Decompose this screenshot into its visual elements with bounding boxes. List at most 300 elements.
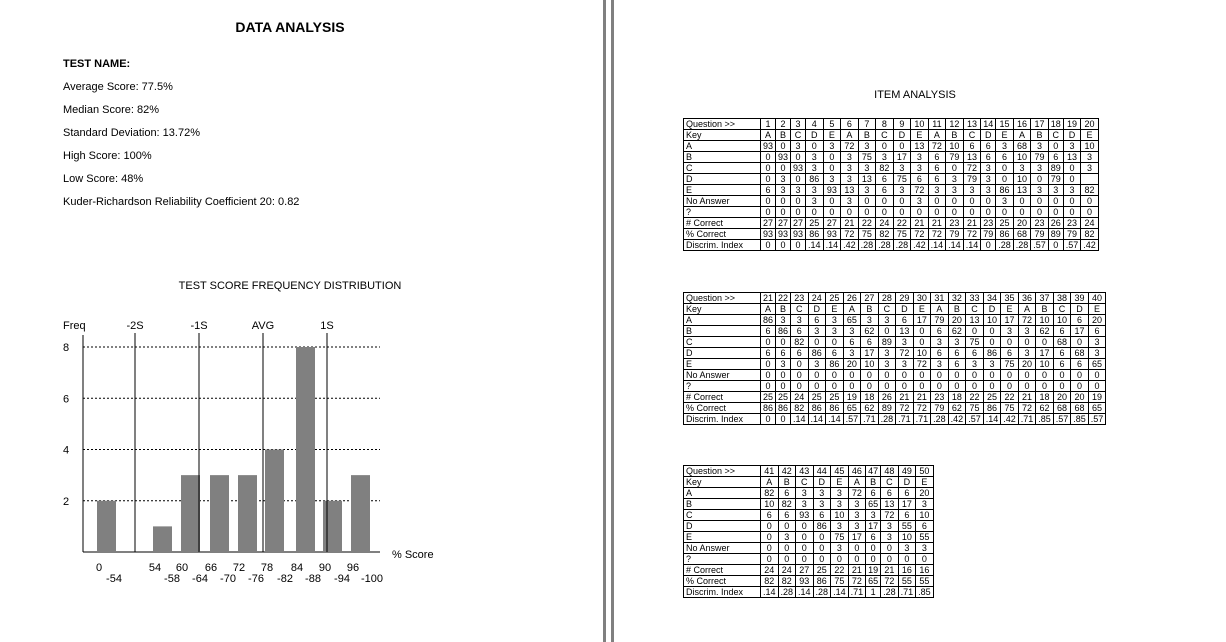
table-cell: 0 (878, 370, 896, 381)
table-cell: 3 (826, 326, 844, 337)
table-row (684, 304, 1106, 315)
row-label: C (684, 510, 761, 521)
table-cell: 13 (963, 152, 981, 163)
table-cell: 75 (831, 576, 849, 587)
table-cell: 6 (916, 521, 934, 532)
table-row (684, 381, 1106, 392)
table-cell: 0 (776, 141, 791, 152)
table-cell: 6 (1053, 348, 1071, 359)
table-cell: .14 (791, 414, 809, 425)
x-tick-label: 84 (290, 562, 304, 574)
table-cell: 0 (1088, 370, 1106, 381)
table-cell: .71 (1018, 414, 1036, 425)
table-cell: .57 (1063, 240, 1081, 251)
table-cell: 25 (826, 392, 844, 403)
table-cell: 0 (946, 163, 964, 174)
table-cell (1081, 174, 1099, 185)
table-cell: 6 (911, 174, 929, 185)
reference-label: 1S (320, 320, 334, 332)
reference-label: -1S (190, 320, 208, 332)
stat-std-dev: Standard Deviation: 13.72% (63, 127, 200, 139)
table-cell: 89 (878, 337, 896, 348)
table-cell: 3 (791, 141, 806, 152)
table-cell: 3 (858, 163, 876, 174)
table-cell: 86 (808, 403, 826, 414)
table-cell: 0 (893, 196, 911, 207)
table-cell: .85 (1036, 414, 1054, 425)
table-cell: 0 (1036, 370, 1054, 381)
table-cell: 24 (1081, 218, 1099, 229)
table-row (684, 587, 934, 598)
table-cell: 3 (823, 141, 841, 152)
table-cell: 3 (946, 185, 964, 196)
table-cell: 86 (826, 403, 844, 414)
table-cell: 0 (791, 207, 806, 218)
table-cell: 0 (1036, 381, 1054, 392)
table-cell: 72 (881, 510, 899, 521)
table-cell: 86 (983, 403, 1001, 414)
table-cell: 6 (881, 488, 899, 499)
table-cell: 0 (866, 543, 881, 554)
row-label: % Correct (684, 229, 761, 240)
table-cell: 55 (916, 576, 934, 587)
table-row (684, 348, 1106, 359)
table-cell: C (881, 477, 899, 488)
table-cell: 3 (948, 337, 966, 348)
table-cell: 72 (963, 229, 981, 240)
question-number: 11 (928, 119, 946, 130)
table-cell: 0 (1001, 337, 1019, 348)
table-cell: 6 (898, 488, 916, 499)
table-cell: 0 (791, 370, 809, 381)
table-cell: 0 (893, 141, 911, 152)
table-cell: 0 (776, 163, 791, 174)
table-cell: 3 (1088, 337, 1106, 348)
row-label: D (684, 521, 761, 532)
table-cell: .71 (896, 414, 914, 425)
row-label: % Correct (684, 403, 761, 414)
table-cell: 10 (1081, 141, 1099, 152)
table-cell: D (806, 130, 824, 141)
table-cell: 0 (1088, 381, 1106, 392)
table-cell: 68 (1013, 229, 1031, 240)
table-cell: C (876, 130, 894, 141)
table-cell: C (796, 477, 814, 488)
table-cell: 0 (776, 337, 791, 348)
row-label: B (684, 499, 761, 510)
table-cell: E (913, 304, 931, 315)
table-cell: 13 (911, 141, 929, 152)
table-row (684, 532, 934, 543)
table-header-row (684, 466, 934, 477)
question-number: 31 (931, 293, 949, 304)
bar (351, 475, 370, 552)
table-cell: .71 (861, 414, 879, 425)
table-cell: 65 (843, 315, 861, 326)
question-number: 12 (946, 119, 964, 130)
question-number: 6 (841, 119, 859, 130)
table-cell: A (843, 304, 861, 315)
table-cell: 10 (1053, 315, 1071, 326)
table-cell: 6 (1071, 359, 1089, 370)
table-cell: 62 (861, 403, 879, 414)
table-cell: 68 (1071, 348, 1089, 359)
table-cell: 79 (946, 152, 964, 163)
table-cell: 0 (841, 207, 859, 218)
table-cell: 6 (1071, 315, 1089, 326)
table-cell: 75 (831, 532, 849, 543)
table-cell: D (896, 304, 914, 315)
table-cell: 75 (893, 174, 911, 185)
table-cell: 3 (831, 521, 849, 532)
question-number: 5 (823, 119, 841, 130)
table-cell: 20 (1018, 359, 1036, 370)
table-cell: 72 (896, 348, 914, 359)
table-cell: 86 (806, 229, 824, 240)
table-cell: 21 (928, 218, 946, 229)
table-cell: 3 (841, 196, 859, 207)
stat-kr20: Kuder-Richardson Reliability Coefficient 20: 0.82 (63, 196, 300, 208)
table-cell: .14 (761, 587, 779, 598)
table-cell: 0 (761, 240, 776, 251)
x-tick-label: -82 (277, 573, 293, 585)
table-cell: 25 (806, 218, 824, 229)
table-cell: 6 (791, 326, 809, 337)
question-number: 18 (1048, 119, 1063, 130)
table-cell: 0 (913, 326, 931, 337)
table-cell: 82 (761, 576, 779, 587)
table-cell: 13 (1013, 185, 1031, 196)
question-number: 50 (916, 466, 934, 477)
row-label: D (684, 174, 761, 185)
x-tick-label: -58 (164, 573, 180, 585)
table-cell: 3 (1088, 348, 1106, 359)
row-label: A (684, 315, 761, 326)
table-cell: 3 (841, 163, 859, 174)
table-cell: 3 (896, 337, 914, 348)
stat-low: Low Score: 48% (63, 173, 144, 185)
table-row (684, 488, 934, 499)
table-cell: 0 (808, 381, 826, 392)
table-cell: 79 (1031, 152, 1049, 163)
table-cell: 79 (931, 315, 949, 326)
table-cell: .28 (931, 414, 949, 425)
table-cell: 72 (841, 141, 859, 152)
table-cell: B (861, 304, 879, 315)
table-cell: 0 (776, 414, 791, 425)
table-cell: 0 (776, 370, 791, 381)
row-label: Question >> (684, 466, 761, 477)
table-cell: 75 (858, 152, 876, 163)
table-cell: A (841, 130, 859, 141)
x-tick-label: 66 (204, 562, 218, 574)
table-cell: 10 (913, 348, 931, 359)
table-row (684, 130, 1099, 141)
reference-label: AVG (251, 320, 275, 332)
table-cell: 0 (946, 207, 964, 218)
table-cell: .71 (913, 414, 931, 425)
table-cell: 3 (1013, 163, 1031, 174)
table-cell: 3 (1031, 163, 1049, 174)
table-cell: 62 (1036, 403, 1054, 414)
table-cell: 0 (831, 554, 849, 565)
table-cell: 25 (983, 392, 1001, 403)
table-cell: .42 (1001, 414, 1019, 425)
row-label: A (684, 488, 761, 499)
table-cell: 86 (806, 174, 824, 185)
table-cell: 22 (966, 392, 984, 403)
table-cell: 3 (911, 152, 929, 163)
table-cell: 24 (761, 565, 779, 576)
table-cell: 0 (761, 554, 779, 565)
table-cell: 3 (981, 185, 996, 196)
row-label: Key (684, 477, 761, 488)
table-cell: 0 (826, 381, 844, 392)
frequency-chart (0, 0, 603, 642)
table-cell: 0 (983, 381, 1001, 392)
table-cell: 75 (1001, 403, 1019, 414)
table-cell: 6 (761, 348, 776, 359)
question-number: 48 (881, 466, 899, 477)
table-cell: 3 (823, 174, 841, 185)
table-cell: 3 (1001, 326, 1019, 337)
table-cell: 0 (778, 543, 796, 554)
table-cell: 0 (761, 521, 779, 532)
x-tick-label: -88 (305, 573, 321, 585)
table-cell: 3 (861, 315, 879, 326)
table-cell: .14 (983, 414, 1001, 425)
table-row (684, 576, 934, 587)
table-cell: 0 (948, 370, 966, 381)
table-cell: D (1063, 130, 1081, 141)
table-cell: 3 (813, 488, 831, 499)
table-cell: E (1088, 304, 1106, 315)
page-title: DATA ANALYSIS (235, 19, 345, 35)
table-row (684, 370, 1106, 381)
table-cell: 3 (1031, 185, 1049, 196)
table-cell: 13 (966, 315, 984, 326)
x-tick-label: -76 (248, 573, 264, 585)
question-number: 29 (896, 293, 914, 304)
table-cell: 6 (996, 152, 1014, 163)
table-cell: 27 (791, 218, 806, 229)
table-cell: 13 (858, 174, 876, 185)
question-number: 46 (848, 466, 866, 477)
table-cell: 3 (843, 326, 861, 337)
table-cell: 3 (911, 163, 929, 174)
table-cell: 3 (1018, 348, 1036, 359)
row-label: Question >> (684, 119, 761, 130)
x-tick-label: 60 (175, 562, 189, 574)
table-cell: 0 (761, 359, 776, 370)
table-cell: 0 (796, 521, 814, 532)
table-cell: 20 (948, 315, 966, 326)
table-cell: 0 (881, 543, 899, 554)
table-cell: 0 (983, 370, 1001, 381)
table-cell: 0 (813, 543, 831, 554)
table-cell: 89 (878, 403, 896, 414)
table-cell: 25 (813, 565, 831, 576)
table-cell: 0 (931, 381, 949, 392)
table-cell: 3 (1031, 141, 1049, 152)
table-cell: 3 (1048, 185, 1063, 196)
table-cell: 26 (878, 392, 896, 403)
table-cell: 27 (776, 218, 791, 229)
table-cell: 0 (1081, 207, 1099, 218)
table-cell: 93 (823, 229, 841, 240)
table-cell: 6 (928, 163, 946, 174)
table-row (684, 359, 1106, 370)
table-cell: 0 (996, 163, 1014, 174)
table-cell: 0 (866, 554, 881, 565)
table-cell: 3 (841, 152, 859, 163)
table-cell: 6 (1088, 326, 1106, 337)
question-number: 9 (893, 119, 911, 130)
x-tick-label: -70 (220, 573, 236, 585)
table-cell: 27 (796, 565, 814, 576)
table-cell: 18 (948, 392, 966, 403)
table-cell: 86 (808, 348, 826, 359)
table-cell: .57 (966, 414, 984, 425)
question-number: 10 (911, 119, 929, 130)
x-tick-label: -94 (334, 573, 350, 585)
table-cell: 82 (876, 229, 894, 240)
table-cell: 24 (778, 565, 796, 576)
table-cell: 6 (1001, 348, 1019, 359)
table-cell: 0 (823, 152, 841, 163)
row-label: E (684, 359, 761, 370)
stat-high: High Score: 100% (63, 150, 152, 162)
table-cell: 3 (911, 196, 929, 207)
table-cell: B (1031, 130, 1049, 141)
table-cell: D (981, 130, 996, 141)
table-cell: B (866, 477, 881, 488)
table-cell: 25 (808, 392, 826, 403)
row-label: # Correct (684, 392, 761, 403)
table-cell: 62 (861, 326, 879, 337)
question-number: 38 (1053, 293, 1071, 304)
table-cell: C (963, 130, 981, 141)
bar (265, 450, 284, 553)
table-cell: 86 (776, 403, 791, 414)
table-cell: 55 (898, 521, 916, 532)
table-cell: E (831, 477, 849, 488)
table-cell: 3 (981, 163, 996, 174)
table-cell: 0 (808, 370, 826, 381)
table-cell: 0 (1071, 337, 1089, 348)
table-cell: B (776, 304, 791, 315)
table-cell: 0 (823, 163, 841, 174)
x-tick-label: 90 (318, 562, 332, 574)
table-cell: 3 (878, 315, 896, 326)
table-cell: 0 (761, 196, 776, 207)
table-cell: B (778, 477, 796, 488)
table-cell: 86 (983, 348, 1001, 359)
table-cell: 72 (913, 403, 931, 414)
row-label: Discrim. Index (684, 240, 761, 251)
table-cell: 0 (1048, 141, 1063, 152)
table-cell: .57 (1053, 414, 1071, 425)
question-number: 45 (831, 466, 849, 477)
table-cell: 0 (913, 381, 931, 392)
table-cell: .14 (826, 414, 844, 425)
table-cell: 0 (761, 532, 779, 543)
table-cell: 3 (996, 141, 1014, 152)
table-cell: 93 (761, 141, 776, 152)
table-cell: 3 (996, 196, 1014, 207)
table-cell: 0 (996, 207, 1014, 218)
table-cell: 0 (1013, 207, 1031, 218)
table-row (684, 240, 1099, 251)
table-cell: 0 (848, 543, 866, 554)
chart-title: TEST SCORE FREQUENCY DISTRIBUTION (178, 280, 402, 292)
table-cell: 55 (916, 532, 934, 543)
table-cell: B (948, 304, 966, 315)
table-cell: 3 (858, 185, 876, 196)
row-label: C (684, 163, 761, 174)
table-cell: 55 (898, 576, 916, 587)
table-cell: A (1018, 304, 1036, 315)
table-cell: 6 (778, 488, 796, 499)
table-cell: 0 (843, 381, 861, 392)
table-cell: D (808, 304, 826, 315)
table-cell: 3 (876, 152, 894, 163)
question-number: 21 (761, 293, 776, 304)
table-row (684, 218, 1099, 229)
question-number: 49 (898, 466, 916, 477)
table-cell: 3 (831, 499, 849, 510)
table-cell: D (1071, 304, 1089, 315)
table-cell: 0 (1063, 207, 1081, 218)
x-tick-label: -54 (106, 573, 122, 585)
table-cell: C (878, 304, 896, 315)
question-number: 23 (791, 293, 809, 304)
table-cell: 3 (778, 532, 796, 543)
table-cell: 3 (898, 543, 916, 554)
question-number: 34 (983, 293, 1001, 304)
table-cell: 0 (966, 370, 984, 381)
table-cell: 3 (893, 163, 911, 174)
table-cell: 0 (981, 196, 996, 207)
table-cell: 82 (876, 163, 894, 174)
table-cell: 0 (1063, 196, 1081, 207)
item-table-q21-40 (683, 292, 1106, 425)
y-tick-label: 2 (63, 495, 70, 508)
table-cell: 0 (896, 381, 914, 392)
table-cell: 22 (1001, 392, 1019, 403)
table-cell: 0 (1036, 337, 1054, 348)
table-cell: 0 (796, 554, 814, 565)
table-cell: 93 (791, 229, 806, 240)
table-cell: 0 (776, 240, 791, 251)
row-label: Question >> (684, 293, 761, 304)
table-cell: 6 (876, 185, 894, 196)
row-label: E (684, 532, 761, 543)
table-cell: .42 (911, 240, 929, 251)
table-row (684, 554, 934, 565)
table-cell: C (1053, 304, 1071, 315)
table-cell: 10 (1036, 315, 1054, 326)
table-cell: 86 (826, 359, 844, 370)
table-cell: 26 (1048, 218, 1063, 229)
question-number: 3 (791, 119, 806, 130)
table-cell: 3 (1063, 185, 1081, 196)
table-cell: 82 (791, 337, 809, 348)
row-label: B (684, 326, 761, 337)
table-cell: 0 (1013, 196, 1031, 207)
table-cell: .57 (1031, 240, 1049, 251)
table-cell: .85 (1071, 414, 1089, 425)
